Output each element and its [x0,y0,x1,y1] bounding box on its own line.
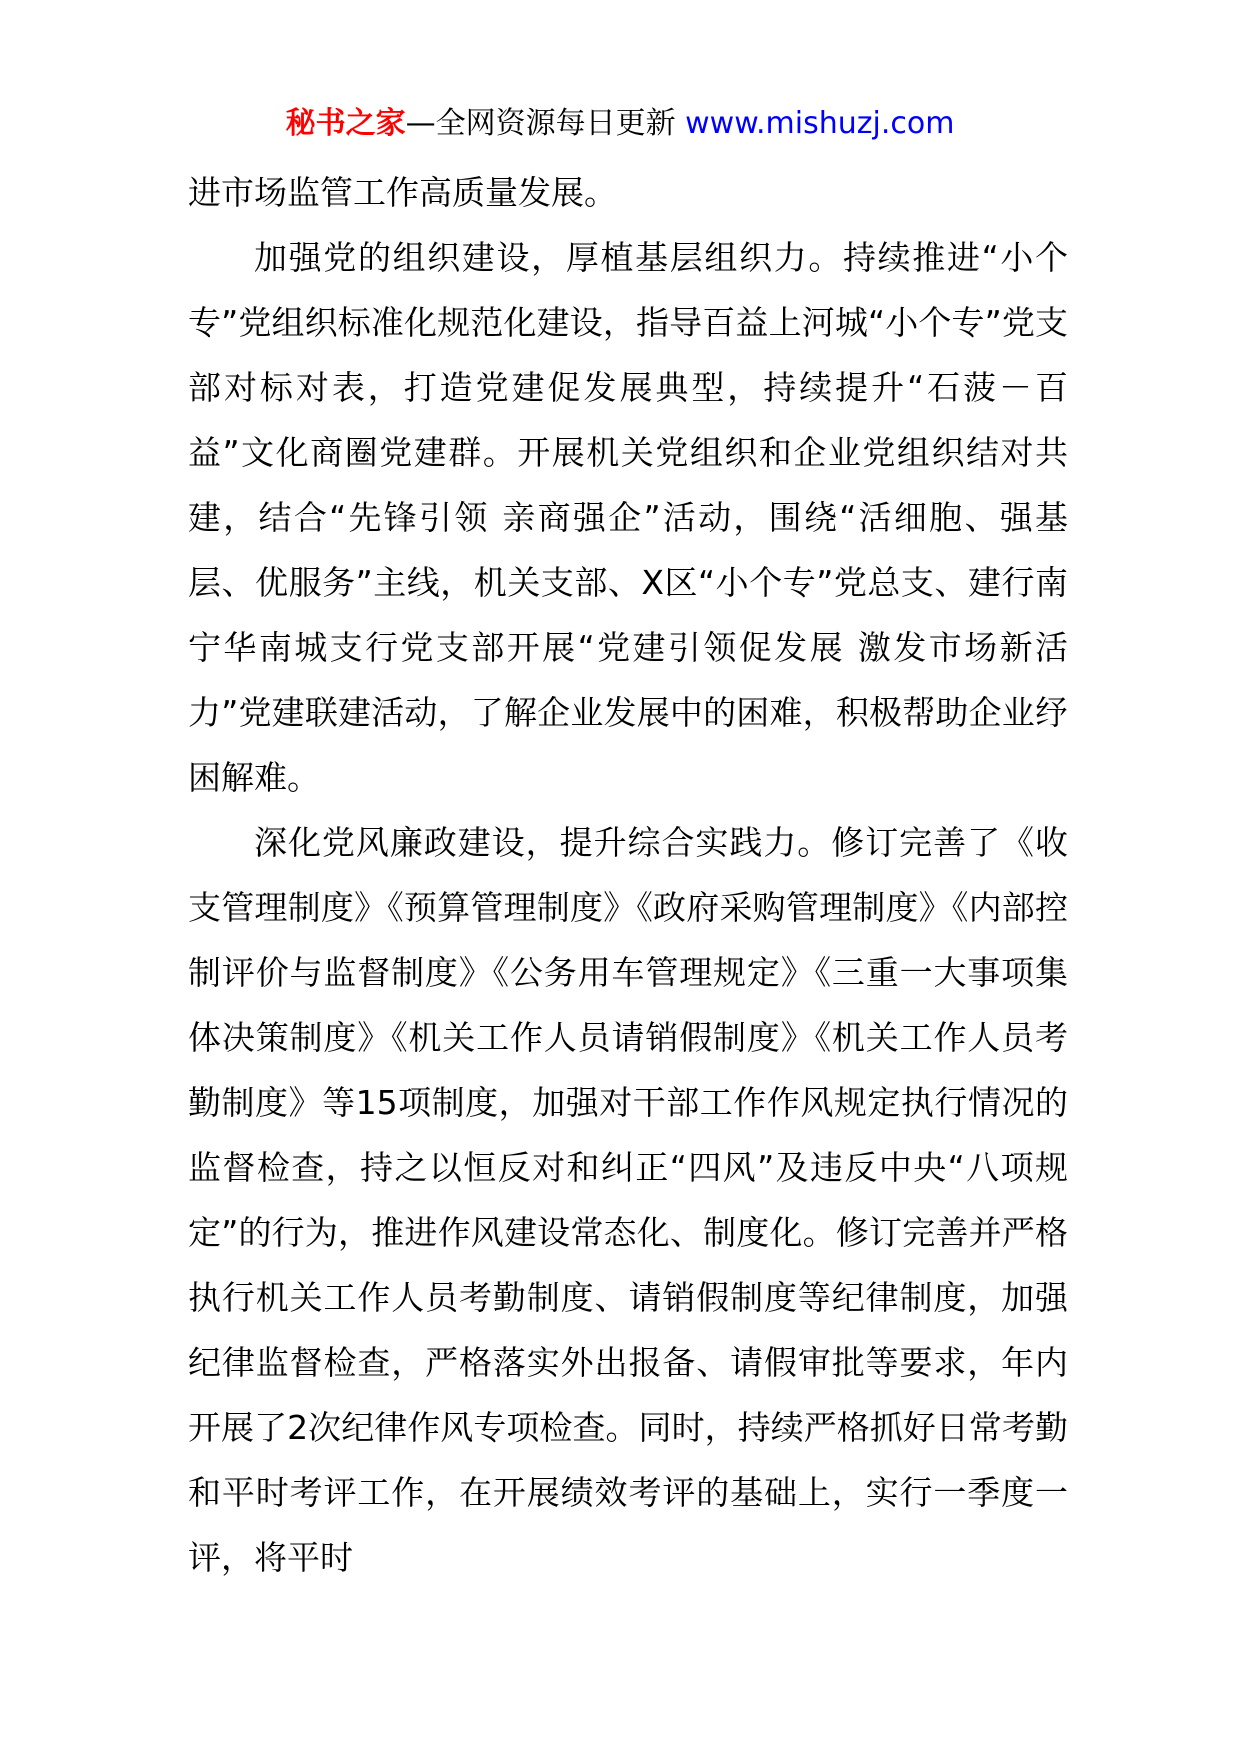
paragraph-clean-governance: 深化党风廉政建设，提升综合实践力。修订完善了《收支管理制度》《预算管理制度》《政府采购管理制度》《内部控制评价与监督制度》《公务用车管理规定》《三重一大事项集体决策制度》《机关工作人员请销假制度》《机关工作人员考勤制度》等15项制度，加强对干部工作作风规定执行情况的监督检查，持之以恒反对和纠正“四风”及违反中央“八项规定”的行为，推进作风建设常态化、制度化。修订完善并严格执行机关工作人员考勤制度、请销假制度等纪律制度，加强纪律监督检查，严格落实外出报备、请假审批等要求，年内开展了2次纪律作风专项检查。同时，持续严格抓好日常考勤和平时考评工作，在开展绩效考评的基础上，实行一季度一评，将平时 [188,823,1068,1577]
header-brand: 秘书之家 [285,106,406,141]
header-tagline: —全网资源每日更新 [405,106,686,141]
document-body [188,160,1068,1590]
paragraph-party-organization: 加强党的组织建设，厚植基层组织力。持续推进“小个专”党组织标准化规范化建设，指导百益上河城“小个专”党支部对标对表，打造党建促发展典型，持续提升“石菠－百益”文化商圈党建群。开展机关党组织和企业党组织结对共建，结合“先锋引领 亲商强企”活动，围绕“活细胞、强基层、优服务”主线，机关支部、X区“小个专”党总支、建行南宁华南城支行党支部开展“党建引领促发展 激发市场新活力”党建联建活动，了解企业发展中的困难，积极帮助企业纾困解难。 [188,238,1068,797]
header-url-link[interactable]: www.mishuzj.com [685,106,955,141]
paragraph-continuation: 进市场监管工作高质量发展。 [188,173,617,212]
page-header [0,102,1240,146]
